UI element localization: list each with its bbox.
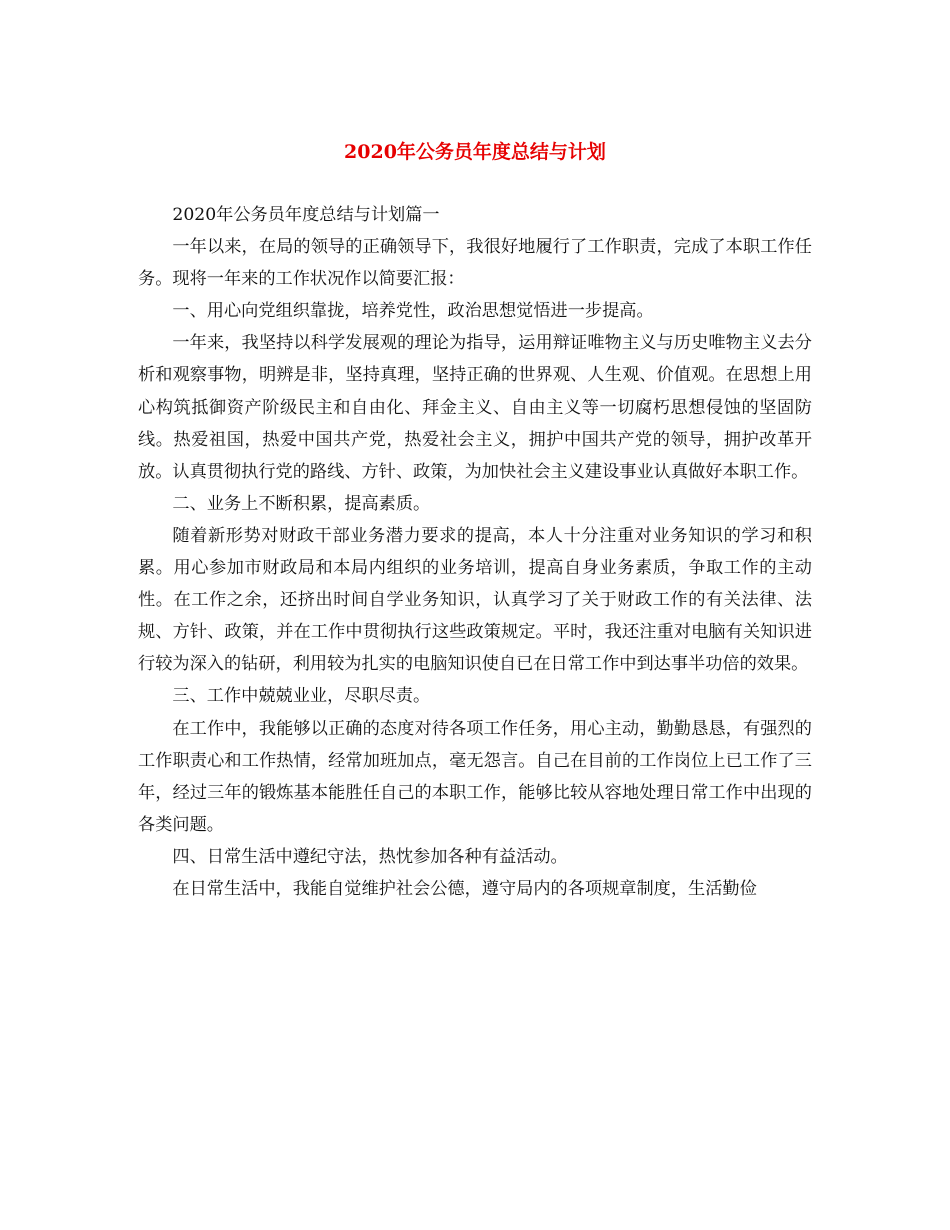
section-heading: 二、业务上不断积累，提高素质。	[172, 493, 431, 514]
document-title: 2020年公务员年度总结与计划	[344, 141, 606, 163]
paragraph: 一年来，我坚持以科学发展观的理论为指导，运用辩证唯物主义与历史唯物主义去分析和观察事物，明辨是非，坚持真理，坚持正确的世界观、人生观、价值观。在思想上用心构筑抵御资产阶级民主和自由化、拜金主义、自由主义等一切腐朽思想侵蚀的坚固防线。热爱祖国，热爱中国共产党，热爱社会主义，拥护中国共产党的领导，拥护改革开放。认真贯彻执行党的路线、方针、政策，为加快社会主义建设事业认真做好本职工作。	[138, 333, 812, 482]
paragraph: 随着新形势对财政干部业务潜力要求的提高，本人十分注重对业务知识的学习和积累。用心参加市财政局和本局内组织的业务培训，提高自身业务素质，争取工作的主动性。在工作之余，还挤出时间自学业务知识，认真学习了关于财政工作的有关法律、法规、方针、政策，并在工作中贯彻执行这些政策规定。平时，我还注重对电脑有关知识进行较为深入的钻研，利用较为扎实的电脑知识使自已在日常工作中到达事半功倍的效果。	[138, 525, 812, 675]
paragraph: 一年以来，在局的领导的正确领导下，我很好地履行了工作职责，完成了本职工作任务。现将一年来的工作状况作以简要汇报：	[138, 237, 812, 290]
document-body	[138, 199, 812, 905]
section-heading: 三、工作中兢兢业业，尽职尽责。	[172, 686, 431, 707]
paragraph: 在工作中，我能够以正确的态度对待各项工作任务，用心主动，勤勤恳恳，有强烈的工作职责心和工作热情，经常加班加点，毫无怨言。自己在目前的工作岗位上已工作了三年，经过三年的锻炼基本能胜任自己的本职工作，能够比较从容地处理日常工作中出现的各类问题。	[138, 718, 812, 835]
section-heading: 一、用心向党组织靠拢，培养党性，政治思想觉悟进一步提高。	[172, 301, 654, 322]
section-heading: 2020年公务员年度总结与计划篇一	[172, 205, 440, 225]
section-heading: 四、日常生活中遵纪守法，热忱参加各种有益活动。	[172, 846, 568, 867]
paragraph: 在日常生活中，我能自觉维护社会公德，遵守局内的各项规章制度，生活勤俭	[172, 878, 757, 899]
